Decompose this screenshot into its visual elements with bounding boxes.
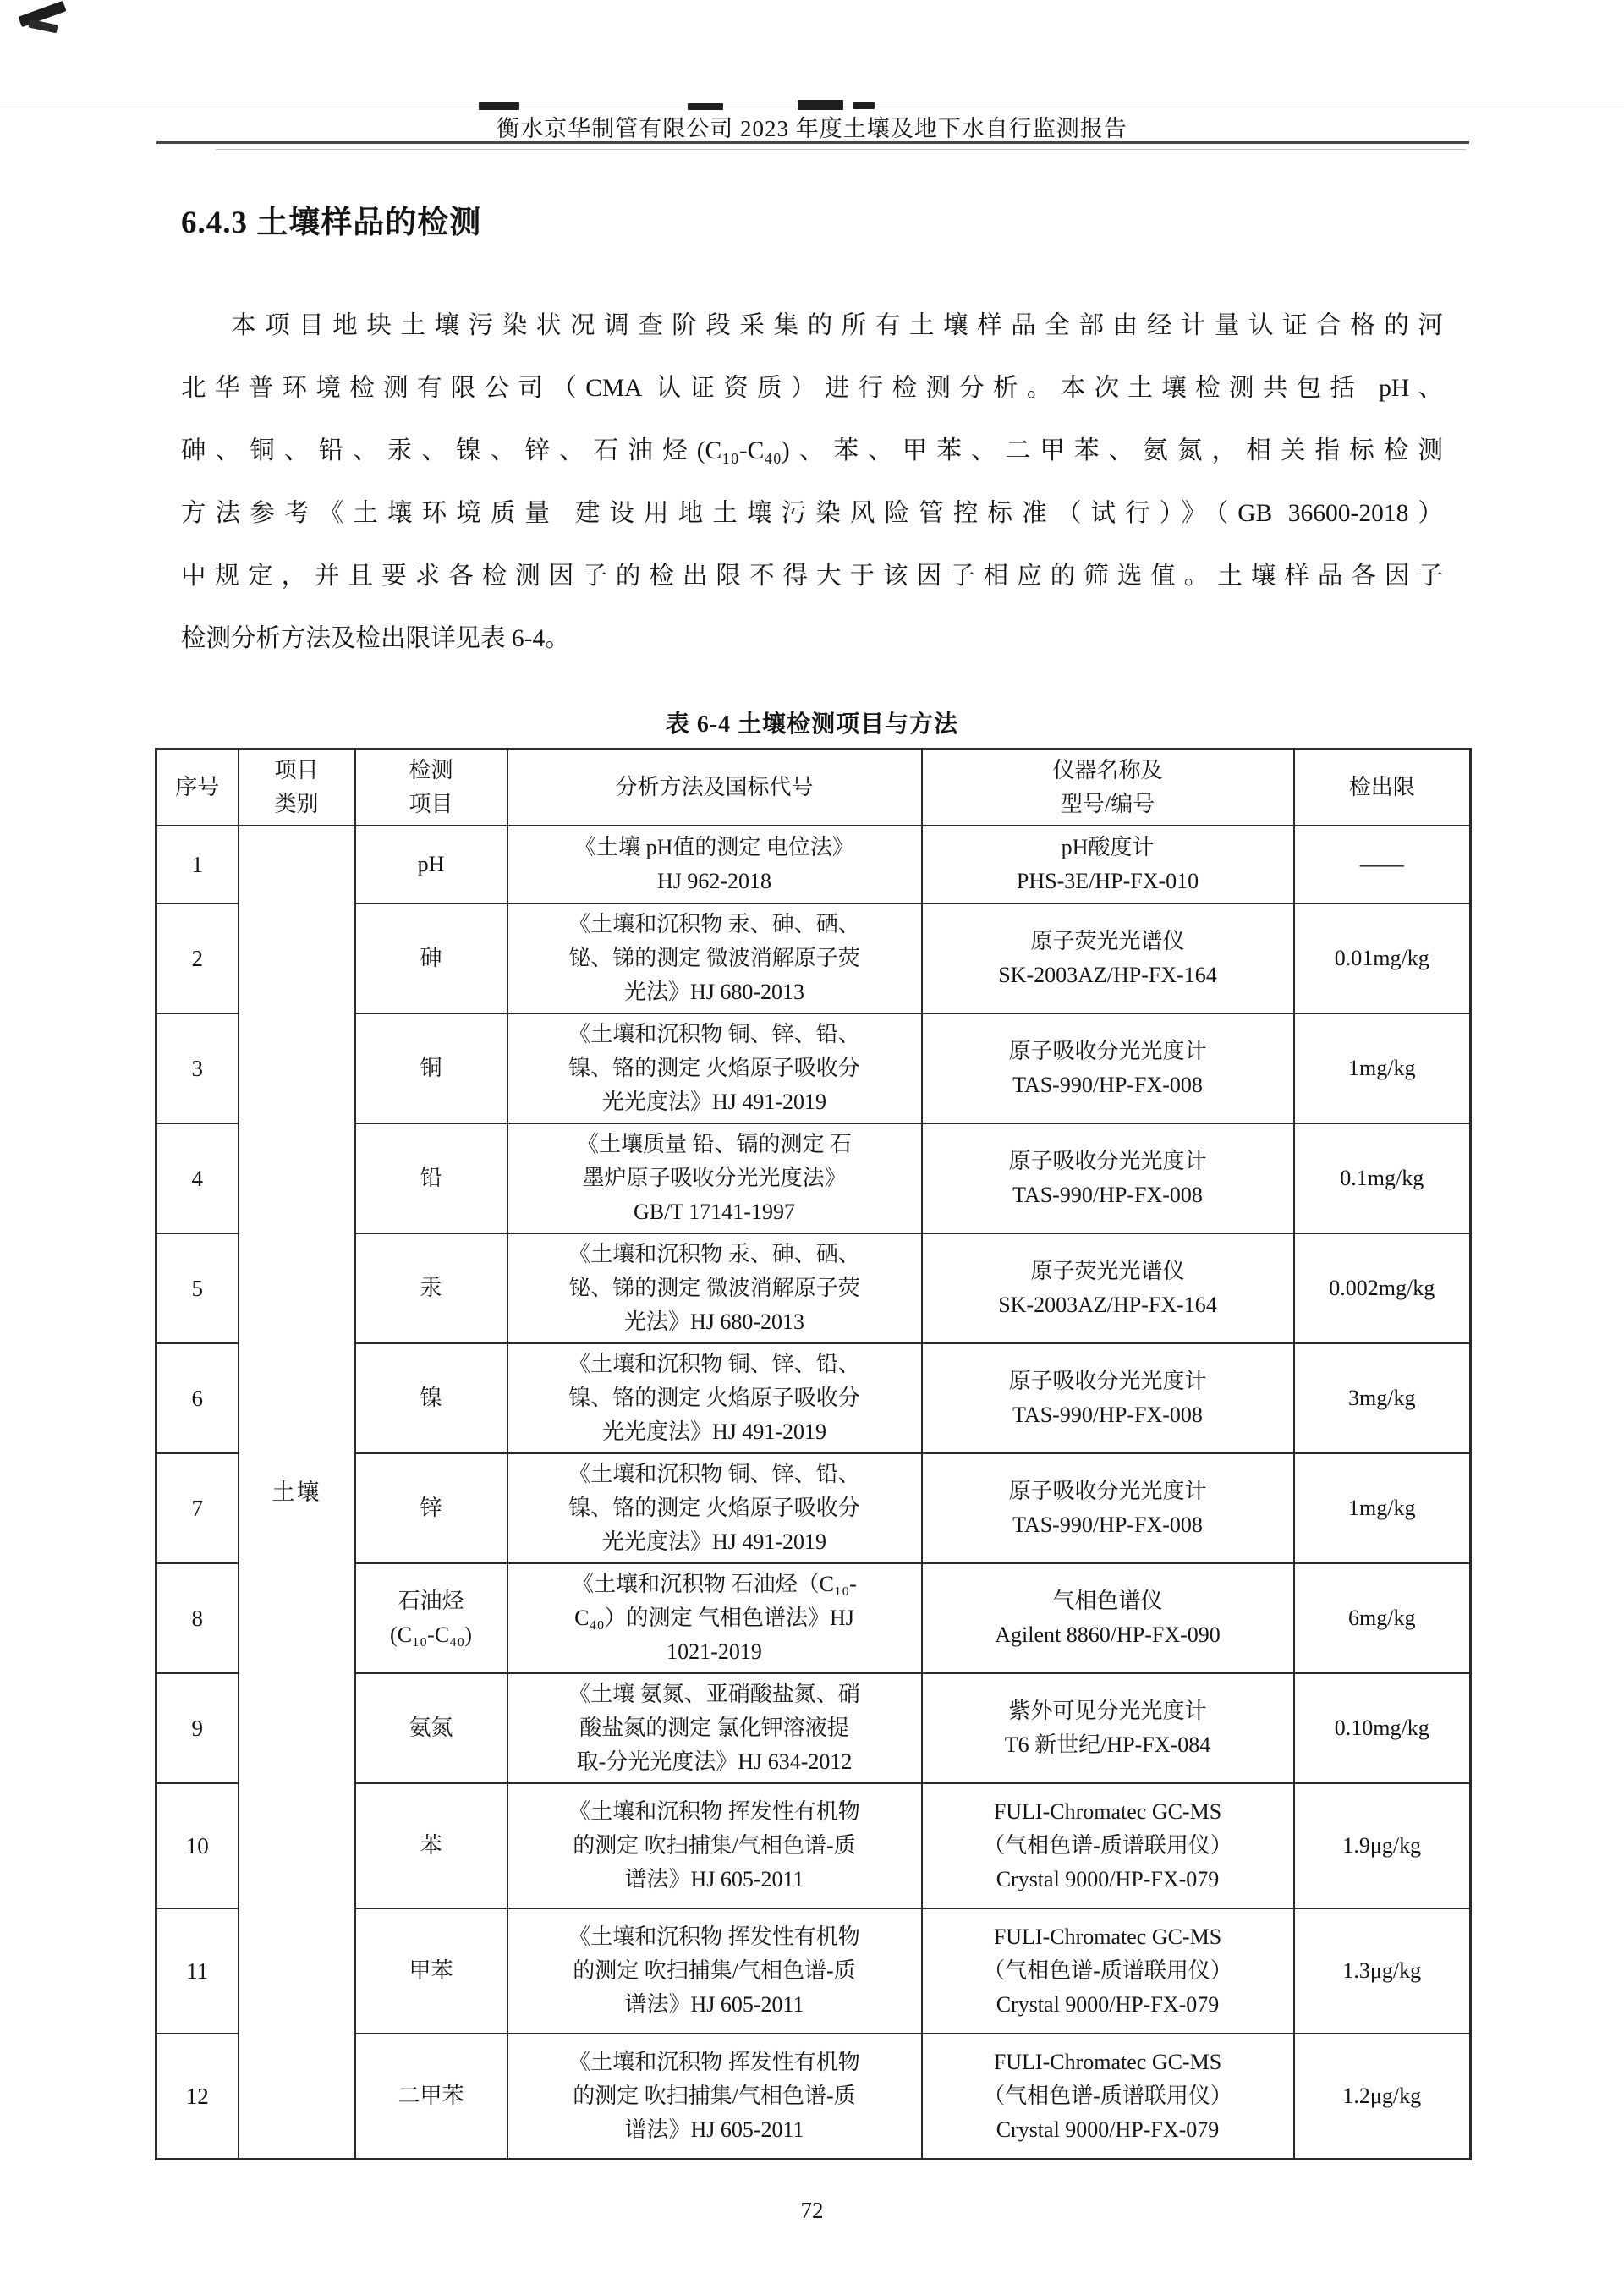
cell-method bbox=[508, 1453, 922, 1563]
cell-limit: 0.002mg/kg bbox=[1294, 1233, 1471, 1343]
cell-method bbox=[508, 826, 922, 903]
cell-item bbox=[355, 1908, 508, 2034]
cell-method bbox=[508, 1783, 922, 1908]
paragraph-line: 方法参考《土壤环境质量 建设用地土壤污染风险管控标准（试行）》（GB 36600-2018） bbox=[181, 500, 1443, 527]
cell-index: 10 bbox=[156, 1783, 239, 1908]
cell-method bbox=[508, 2034, 922, 2159]
cell-index: 12 bbox=[156, 2034, 239, 2159]
method-line: 《土壤 氨氮、亚硝酸盐氮、硝 bbox=[568, 1682, 860, 1706]
cell-index: 5 bbox=[156, 1233, 239, 1343]
cell-instrument bbox=[922, 1343, 1294, 1453]
item-line: 石油烃 bbox=[398, 1589, 464, 1613]
item-line: 氨氮 bbox=[409, 1716, 453, 1740]
cell-instrument bbox=[922, 1123, 1294, 1233]
instrument-line: 气相色谱仪 bbox=[1052, 1589, 1163, 1613]
cell-method bbox=[508, 1013, 922, 1123]
body-paragraph bbox=[181, 294, 1443, 670]
instrument-line: 原子吸收分光光度计 bbox=[1008, 1369, 1207, 1393]
method-line: HJ 962-2018 bbox=[656, 869, 772, 893]
cell-instrument bbox=[922, 1673, 1294, 1783]
cell-item bbox=[355, 1123, 508, 1233]
cell-limit: 1mg/kg bbox=[1294, 1013, 1471, 1123]
cell-item bbox=[355, 1233, 508, 1343]
cell-limit: —— bbox=[1294, 826, 1471, 903]
method-line: 墨炉原子吸收分光光度法》 bbox=[582, 1166, 847, 1190]
method-line: 《土壤质量 铅、镉的测定 石 bbox=[576, 1132, 852, 1156]
item-line: 汞 bbox=[420, 1276, 442, 1300]
method-line: 光光度法》HJ 491-2019 bbox=[601, 1090, 827, 1114]
paragraph-line: 检测分析方法及检出限详见表 6-4。 bbox=[181, 625, 570, 652]
method-line: 光法》HJ 680-2013 bbox=[623, 980, 805, 1004]
item-line: (C₁₀-C₄₀) bbox=[390, 1622, 472, 1647]
method-line: 《土壤和沉积物 汞、砷、硒、 bbox=[568, 912, 860, 936]
method-line: GB/T 17141-1997 bbox=[634, 1200, 795, 1224]
item-line: 甲苯 bbox=[409, 1958, 453, 1983]
method-line: 的测定 吹扫捕集/气相色谱-质 bbox=[573, 1958, 856, 1983]
column-header bbox=[355, 749, 508, 826]
instrument-line: 原子吸收分光光度计 bbox=[1008, 1479, 1207, 1503]
method-line: 镍、铬的测定 火焰原子吸收分 bbox=[568, 1496, 860, 1520]
method-line: 《土壤和沉积物 汞、砷、硒、 bbox=[568, 1242, 860, 1266]
running-header: 衡水京华制管有限公司 2023 年度土壤及地下水自行监测报告 bbox=[497, 116, 1127, 141]
cell-instrument bbox=[922, 1783, 1294, 1908]
cell-index: 4 bbox=[156, 1123, 239, 1233]
table-row bbox=[156, 826, 1471, 903]
instrument-line: （气相色谱-质谱联用仪） bbox=[983, 1958, 1232, 1983]
section-heading: 6.4.3 土壤样品的检测 bbox=[181, 206, 482, 240]
cell-index: 8 bbox=[156, 1563, 239, 1673]
scan-smudge bbox=[798, 100, 843, 110]
instrument-line: FULI-Chromatec GC-MS bbox=[993, 1924, 1222, 1949]
method-line: 光法》HJ 680-2013 bbox=[623, 1309, 805, 1334]
method-line: 《土壤 pH值的测定 电位法》 bbox=[574, 835, 854, 859]
header-line: 检测 bbox=[409, 758, 453, 782]
instrument-line: 原子吸收分光光度计 bbox=[1008, 1149, 1207, 1173]
item-line: pH bbox=[417, 852, 445, 876]
item-line: 镍 bbox=[420, 1386, 442, 1410]
column-header bbox=[239, 749, 355, 826]
table-header-row bbox=[156, 749, 1471, 826]
method-line: 铋、锑的测定 微波消解原子荧 bbox=[568, 1276, 860, 1300]
cell-method bbox=[508, 1233, 922, 1343]
cell-method bbox=[508, 1908, 922, 2034]
cell-method bbox=[508, 1123, 922, 1233]
header-line: 序号 bbox=[175, 775, 220, 799]
cell-item bbox=[355, 903, 508, 1013]
column-header bbox=[922, 749, 1294, 826]
header-line: 检出限 bbox=[1348, 775, 1415, 799]
cell-item bbox=[355, 1563, 508, 1673]
scan-smudge bbox=[853, 102, 875, 109]
cell-instrument bbox=[922, 903, 1294, 1013]
cell-limit: 1.9μg/kg bbox=[1294, 1783, 1471, 1908]
category-label: 土壤 bbox=[272, 1479, 321, 1505]
method-line: 《土壤和沉积物 铜、锌、铅、 bbox=[568, 1352, 860, 1376]
cell-index: 9 bbox=[156, 1673, 239, 1783]
instrument-line: TAS-990/HP-FX-008 bbox=[1012, 1403, 1203, 1427]
method-line: 谱法》HJ 605-2011 bbox=[624, 1867, 804, 1891]
cell-limit: 0.01mg/kg bbox=[1294, 903, 1471, 1013]
scan-smudge bbox=[479, 102, 519, 110]
instrument-line: T6 新世纪/HP-FX-084 bbox=[1004, 1732, 1211, 1757]
instrument-line: SK-2003AZ/HP-FX-164 bbox=[998, 963, 1217, 987]
cell-instrument bbox=[922, 2034, 1294, 2159]
header-line: 分析方法及国标代号 bbox=[615, 775, 814, 799]
method-line: 的测定 吹扫捕集/气相色谱-质 bbox=[573, 2083, 856, 2108]
instrument-line: FULI-Chromatec GC-MS bbox=[993, 1799, 1222, 1824]
method-line: 酸盐氮的测定 氯化钾溶液提 bbox=[579, 1716, 849, 1740]
cell-index: 6 bbox=[156, 1343, 239, 1453]
scan-smudge bbox=[688, 103, 723, 110]
cell-limit: 0.10mg/kg bbox=[1294, 1673, 1471, 1783]
header-line: 型号/编号 bbox=[1060, 792, 1155, 816]
method-line: 谱法》HJ 605-2011 bbox=[624, 1992, 804, 2017]
paragraph-line: 北华普环境检测有限公司（CMA 认证资质）进行检测分析。本次土壤检测共包括 pH、 bbox=[181, 375, 1443, 402]
item-line: 二甲苯 bbox=[398, 2083, 464, 2108]
scan-artifact-corner bbox=[28, 19, 58, 34]
instrument-line: （气相色谱-质谱联用仪） bbox=[983, 1833, 1232, 1858]
cell-item bbox=[355, 1673, 508, 1783]
header-line: 仪器名称及 bbox=[1052, 758, 1163, 782]
instrument-line: Agilent 8860/HP-FX-090 bbox=[995, 1622, 1221, 1647]
cell-method bbox=[508, 1673, 922, 1783]
cell-index: 1 bbox=[156, 826, 239, 903]
cell-instrument bbox=[922, 1453, 1294, 1563]
instrument-line: 原子荧光光谱仪 bbox=[1030, 1259, 1185, 1283]
cell-instrument bbox=[922, 1908, 1294, 2034]
page-number: 72 bbox=[800, 2198, 824, 2223]
cell-index: 3 bbox=[156, 1013, 239, 1123]
instrument-line: TAS-990/HP-FX-008 bbox=[1012, 1183, 1203, 1207]
cell-limit: 1mg/kg bbox=[1294, 1453, 1471, 1563]
instrument-line: Crystal 9000/HP-FX-079 bbox=[996, 1867, 1220, 1891]
method-line: 铋、锑的测定 微波消解原子荧 bbox=[568, 946, 860, 970]
method-line: 1021-2019 bbox=[667, 1639, 762, 1664]
cell-index: 2 bbox=[156, 903, 239, 1013]
cell-instrument bbox=[922, 826, 1294, 903]
method-line: 《土壤和沉积物 铜、锌、铅、 bbox=[568, 1462, 860, 1486]
instrument-line: TAS-990/HP-FX-008 bbox=[1012, 1073, 1203, 1097]
header-line: 类别 bbox=[274, 792, 319, 816]
table-head bbox=[156, 749, 1471, 826]
method-line: 镍、铬的测定 火焰原子吸收分 bbox=[568, 1056, 860, 1080]
cell-instrument bbox=[922, 1563, 1294, 1673]
soil-methods-table bbox=[155, 748, 1472, 2160]
header-line: 项目 bbox=[409, 792, 453, 816]
method-line: 《土壤和沉积物 铜、锌、铅、 bbox=[568, 1022, 860, 1046]
cell-limit: 1.2μg/kg bbox=[1294, 2034, 1471, 2159]
cell-limit: 3mg/kg bbox=[1294, 1343, 1471, 1453]
cell-method bbox=[508, 1563, 922, 1673]
cell-item bbox=[355, 1783, 508, 1908]
column-header bbox=[156, 749, 239, 826]
cell-item bbox=[355, 1343, 508, 1453]
header-line: 项目 bbox=[274, 758, 319, 782]
instrument-line: （气相色谱-质谱联用仪） bbox=[983, 2083, 1232, 2108]
header-rule bbox=[156, 141, 1469, 144]
method-line: 取-分光光度法》HJ 634-2012 bbox=[576, 1749, 853, 1774]
instrument-line: TAS-990/HP-FX-008 bbox=[1012, 1513, 1203, 1537]
cell-method bbox=[508, 1343, 922, 1453]
cell-index: 11 bbox=[156, 1908, 239, 2034]
cell-item bbox=[355, 2034, 508, 2159]
column-header bbox=[508, 749, 922, 826]
method-line: 镍、铬的测定 火焰原子吸收分 bbox=[568, 1386, 860, 1410]
table-body bbox=[156, 826, 1471, 2159]
cell-limit: 6mg/kg bbox=[1294, 1563, 1471, 1673]
cell-item bbox=[355, 1013, 508, 1123]
instrument-line: 原子荧光光谱仪 bbox=[1030, 929, 1185, 953]
item-line: 铜 bbox=[420, 1056, 442, 1080]
instrument-line: 原子吸收分光光度计 bbox=[1008, 1039, 1207, 1063]
cell-limit: 1.3μg/kg bbox=[1294, 1908, 1471, 2034]
cell-item bbox=[355, 826, 508, 903]
cell-instrument bbox=[922, 1013, 1294, 1123]
method-line: C₄₀）的测定 气相色谱法》HJ bbox=[574, 1606, 854, 1630]
instrument-line: SK-2003AZ/HP-FX-164 bbox=[998, 1293, 1217, 1317]
cell-category bbox=[239, 826, 355, 2159]
paragraph-line: 中规定，并且要求各检测因子的检出限不得大于该因子相应的筛选值。土壤样品各因子 bbox=[181, 563, 1443, 590]
method-line: 《土壤和沉积物 挥发性有机物 bbox=[568, 2049, 860, 2074]
table-title: 表 6-4 土壤检测项目与方法 bbox=[665, 711, 959, 738]
instrument-line: Crystal 9000/HP-FX-079 bbox=[996, 2117, 1220, 2142]
instrument-line: 紫外可见分光光度计 bbox=[1008, 1699, 1207, 1723]
item-line: 砷 bbox=[420, 946, 442, 970]
method-line: 《土壤和沉积物 挥发性有机物 bbox=[568, 1924, 860, 1949]
method-line: 谱法》HJ 605-2011 bbox=[624, 2117, 804, 2142]
instrument-line: pH酸度计 bbox=[1061, 835, 1155, 859]
column-header bbox=[1294, 749, 1471, 826]
instrument-line: Crystal 9000/HP-FX-079 bbox=[996, 1992, 1220, 2017]
method-line: 的测定 吹扫捕集/气相色谱-质 bbox=[573, 1833, 856, 1858]
method-line: 《土壤和沉积物 挥发性有机物 bbox=[568, 1799, 860, 1824]
paragraph-line: 砷、铜、铅、汞、镍、锌、石油烃(C₁₀-C₄₀)、苯、甲苯、二甲苯、氨氮，相关指标检测 bbox=[181, 437, 1443, 464]
method-line: 《土壤和沉积物 石油烃（C₁₀- bbox=[572, 1572, 857, 1596]
header-rule-echo bbox=[216, 149, 1466, 150]
method-line: 光光度法》HJ 491-2019 bbox=[601, 1529, 827, 1554]
item-line: 锌 bbox=[420, 1496, 442, 1520]
instrument-line: PHS-3E/HP-FX-010 bbox=[1016, 869, 1199, 893]
cell-instrument bbox=[922, 1233, 1294, 1343]
paragraph-line: 本项目地块土壤污染状况调查阶段采集的所有土壤样品全部由经计量认证合格的河 bbox=[231, 312, 1443, 339]
instrument-line: FULI-Chromatec GC-MS bbox=[993, 2049, 1222, 2074]
cell-method bbox=[508, 903, 922, 1013]
cell-item bbox=[355, 1453, 508, 1563]
cell-index: 7 bbox=[156, 1453, 239, 1563]
method-line: 光光度法》HJ 491-2019 bbox=[601, 1419, 827, 1444]
item-line: 苯 bbox=[420, 1833, 442, 1858]
item-line: 铅 bbox=[420, 1166, 442, 1190]
cell-limit: 0.1mg/kg bbox=[1294, 1123, 1471, 1233]
